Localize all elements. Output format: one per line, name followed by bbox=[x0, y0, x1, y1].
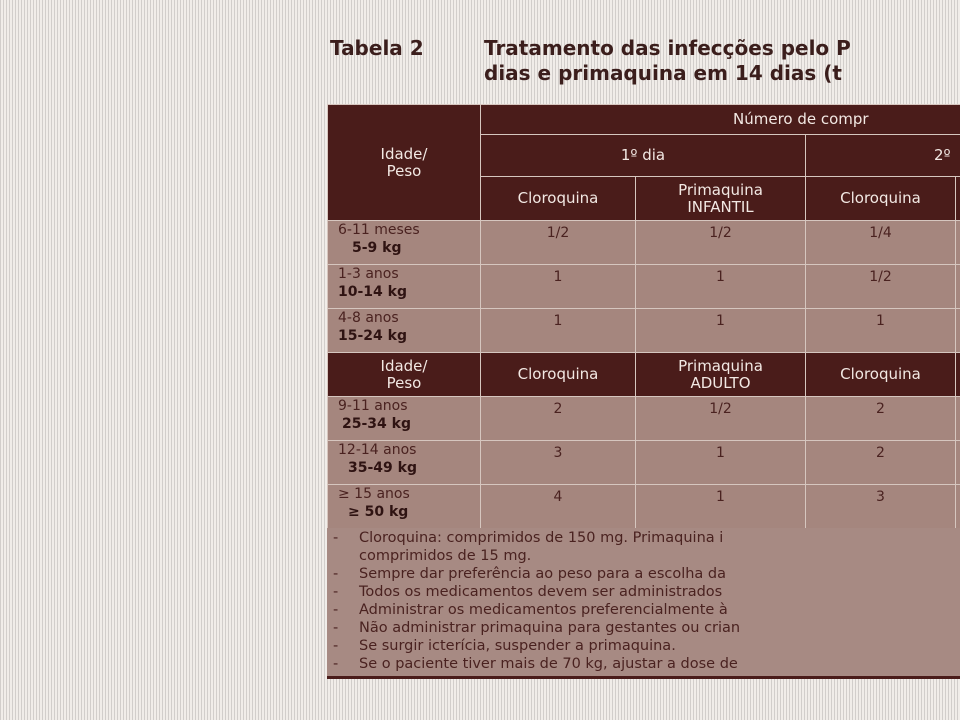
table-title-line-2: dias e primaquina em 14 dias (t bbox=[484, 61, 842, 85]
chloroquine-day2-value: 1/2 bbox=[806, 265, 956, 309]
table-title bbox=[330, 34, 960, 90]
footnote-item: comprimidos de 15 mg. bbox=[359, 548, 532, 564]
table-row bbox=[328, 309, 960, 353]
chloroquine-day1-value: 4 bbox=[481, 485, 636, 529]
table-footnotes bbox=[327, 528, 960, 676]
extra-cell bbox=[956, 221, 960, 265]
header-chloroquine-adult-day2: Cloroquina bbox=[806, 353, 956, 397]
primaquine-day1-value: 1 bbox=[636, 441, 806, 485]
footnote-item: - Cloroquina: comprimidos de 150 mg. Primaquina i bbox=[333, 530, 724, 546]
header-age-weight: Idade/ Peso bbox=[328, 105, 481, 221]
header-day-2: 2º bbox=[806, 135, 960, 177]
primaquine-day1-value: 1 bbox=[636, 485, 806, 529]
footnote-item: - Administrar os medicamentos preferencialmente à bbox=[333, 602, 728, 618]
footnote-item: - Se surgir icterícia, suspender a primaquina. bbox=[333, 638, 676, 654]
chloroquine-day1-value: 2 bbox=[481, 397, 636, 441]
primaquine-day1-value: 1 bbox=[636, 265, 806, 309]
header-chloroquine-day1: Cloroquina bbox=[481, 177, 636, 221]
age-cell: 6-11 meses 5-9 kg bbox=[328, 221, 481, 265]
header-age-weight-adult: Idade/ Peso bbox=[328, 353, 481, 397]
header-chloroquine-day2: Cloroquina bbox=[806, 177, 956, 221]
header-extra-col bbox=[956, 177, 960, 221]
header-primaquine-infant: Primaquina INFANTIL bbox=[636, 177, 806, 221]
dosage-table-container bbox=[327, 104, 960, 528]
primaquine-day1-value: 1 bbox=[636, 309, 806, 353]
table-row bbox=[328, 485, 960, 529]
table-row bbox=[328, 397, 960, 441]
footnote-item: - Todos os medicamentos devem ser administrados bbox=[333, 584, 723, 600]
chloroquine-day2-value: 2 bbox=[806, 397, 956, 441]
header-chloroquine-adult: Cloroquina bbox=[481, 353, 636, 397]
header-tablet-count: Número de compr bbox=[481, 105, 960, 135]
age-cell: ≥ 15 anos ≥ 50 kg bbox=[328, 485, 481, 529]
primaquine-day1-value: 1/2 bbox=[636, 397, 806, 441]
dosage-table bbox=[327, 104, 960, 528]
age-cell: 12-14 anos 35-49 kg bbox=[328, 441, 481, 485]
table-row bbox=[328, 441, 960, 485]
bottom-rule bbox=[327, 676, 960, 679]
age-cell: 9-11 anos 25-34 kg bbox=[328, 397, 481, 441]
chloroquine-day2-value: 1/4 bbox=[806, 221, 956, 265]
chloroquine-day1-value: 3 bbox=[481, 441, 636, 485]
extra-cell bbox=[956, 485, 960, 529]
extra-cell bbox=[956, 397, 960, 441]
extra-cell bbox=[956, 309, 960, 353]
table-row bbox=[328, 265, 960, 309]
table-number-label: Tabela 2 bbox=[330, 36, 424, 60]
chloroquine-day2-value: 2 bbox=[806, 441, 956, 485]
header-primaquine-adult: Primaquina ADULTO bbox=[636, 353, 806, 397]
footnote-item: - Sempre dar preferência ao peso para a escolha da bbox=[333, 566, 727, 582]
primaquine-day1-value: 1/2 bbox=[636, 221, 806, 265]
table-title-line-1: Tratamento das infecções pelo P bbox=[484, 36, 851, 60]
footnote-item: - Se o paciente tiver mais de 70 kg, ajustar a dose de bbox=[333, 656, 738, 672]
chloroquine-day2-value: 3 bbox=[806, 485, 956, 529]
header-extra-col bbox=[956, 353, 960, 397]
extra-cell bbox=[956, 441, 960, 485]
chloroquine-day2-value: 1 bbox=[806, 309, 956, 353]
age-cell: 4-8 anos 15-24 kg bbox=[328, 309, 481, 353]
chloroquine-day1-value: 1/2 bbox=[481, 221, 636, 265]
footnote-item: - Não administrar primaquina para gestantes ou crian bbox=[333, 620, 741, 636]
age-cell: 1-3 anos 10-14 kg bbox=[328, 265, 481, 309]
extra-cell bbox=[956, 265, 960, 309]
chloroquine-day1-value: 1 bbox=[481, 265, 636, 309]
header-day-1: 1º dia bbox=[481, 135, 806, 177]
table-row bbox=[328, 221, 960, 265]
chloroquine-day1-value: 1 bbox=[481, 309, 636, 353]
